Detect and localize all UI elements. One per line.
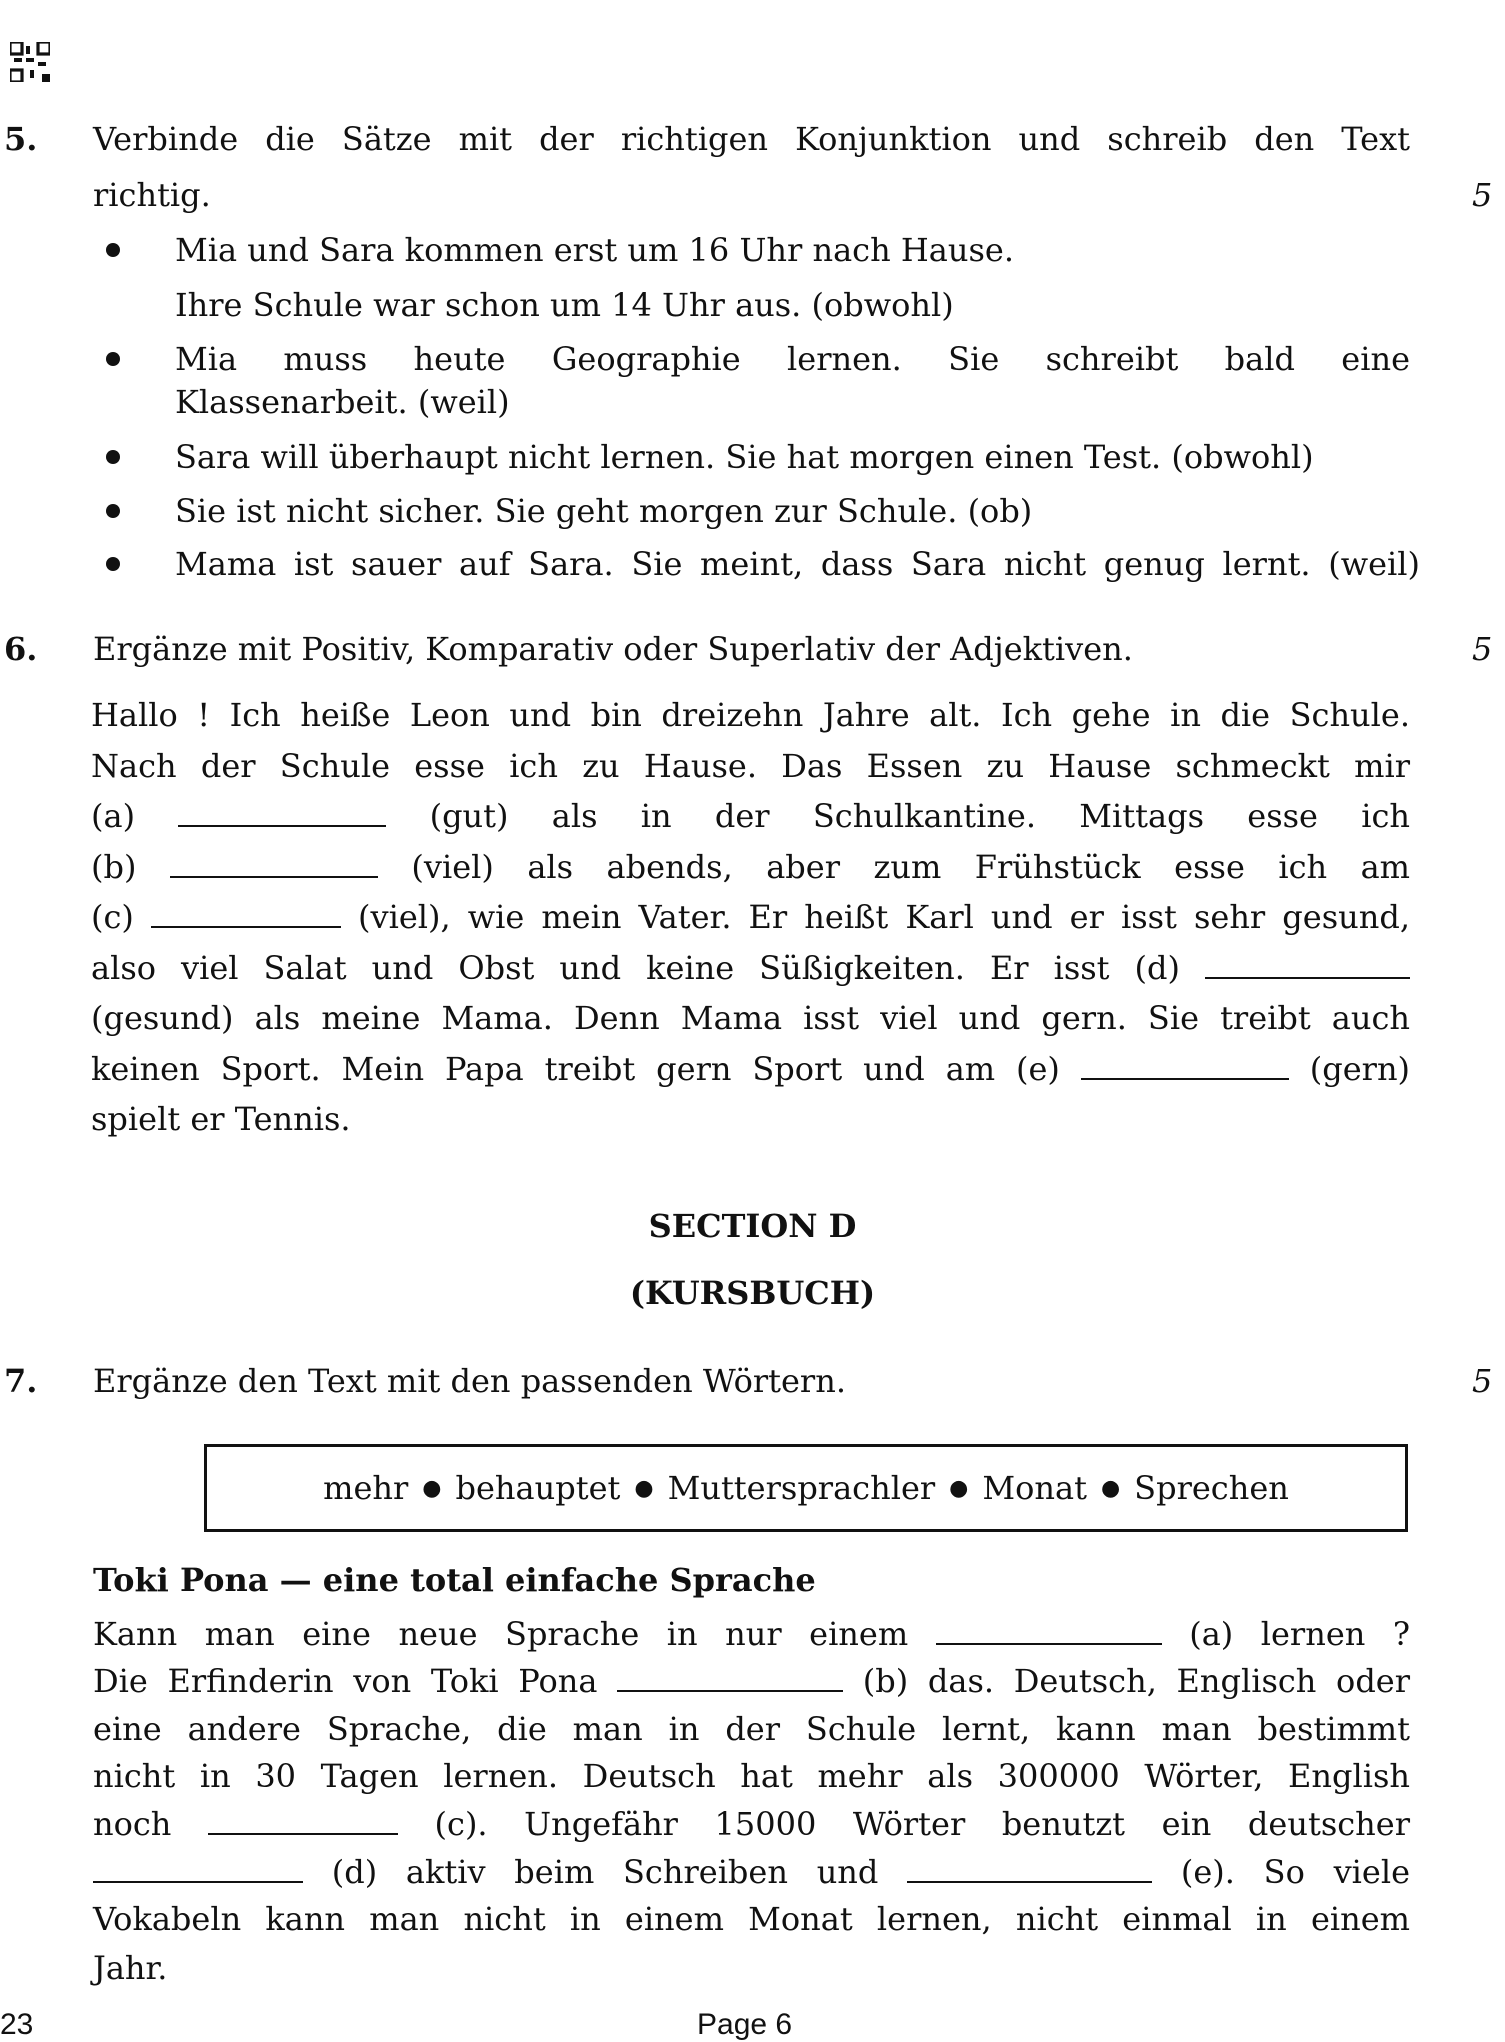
blank-c[interactable] xyxy=(208,1807,398,1835)
q6-text-line: Nach der Schule esse ich zu Hause. Das Essen zu Hause schmeckt mir xyxy=(91,747,1410,785)
q7-text-line xyxy=(93,1612,1410,1656)
text: (d) aktiv beim Schreiben und xyxy=(331,1853,879,1891)
text: (gut) als in der Schulkantine. Mittags esse ich xyxy=(429,797,1411,835)
text: keinen Sport. Mein Papa treibt gern Sport und am (e) xyxy=(91,1050,1060,1088)
bullet-icon xyxy=(106,450,120,464)
blank-e[interactable] xyxy=(907,1855,1152,1883)
q5-instruction-line1: Verbinde die Sätze mit der richtigen Konjunktion und schreib den Text xyxy=(93,120,1410,158)
q5-marks: 5 xyxy=(1472,176,1493,214)
q5-bullet-2-line2: Klassenarbeit. (weil) xyxy=(175,383,510,421)
bullet-icon: ● xyxy=(634,1475,654,1501)
question-number-7: 7. xyxy=(4,1362,38,1400)
q5-bullet-3: Sara will überhaupt nicht lernen. Sie hat morgen einen Test. (obwohl) xyxy=(175,438,1314,476)
bullet-icon xyxy=(106,352,120,366)
q6-marks: 5 xyxy=(1472,630,1493,668)
q5-instruction-line2: richtig. xyxy=(93,176,211,214)
q6-text-line xyxy=(91,845,1410,889)
bullet-icon xyxy=(106,243,120,257)
q7-text-line xyxy=(93,1802,1410,1846)
q5-bullet-1-line2: Ihre Schule war schon um 14 Uhr aus. (obwohl) xyxy=(175,286,954,324)
q6-text-line xyxy=(91,1047,1410,1091)
gap-label: (a) xyxy=(91,797,136,835)
q7-text-line: nicht in 30 Tagen lernen. Deutsch hat mehr als 300000 Wörter, English xyxy=(93,1757,1410,1795)
word: behauptet xyxy=(455,1469,621,1507)
text-title: Toki Pona — eine total einfache Sprache xyxy=(93,1561,816,1599)
word: mehr xyxy=(323,1469,409,1507)
q7-text-line: eine andere Sprache, die man in der Schule lernt, kann man bestimmt xyxy=(93,1710,1410,1748)
q6-text-line: spielt er Tennis. xyxy=(91,1100,351,1138)
text: Kann man eine neue Sprache in nur einem xyxy=(93,1615,909,1653)
text: (e). So viele xyxy=(1180,1853,1411,1891)
section-subtitle: (KURSBUCH) xyxy=(629,1274,876,1312)
q7-text-line: Jahr. xyxy=(93,1949,168,1987)
blank-a[interactable] xyxy=(178,799,386,827)
q7-text-line xyxy=(93,1659,1410,1703)
q6-instruction: Ergänze mit Positiv, Komparativ oder Superlativ der Adjektiven. xyxy=(93,630,1133,668)
footer-code: 23 xyxy=(0,2008,34,2041)
word: Monat xyxy=(982,1469,1087,1507)
blank-e[interactable] xyxy=(1081,1052,1289,1080)
bullet-icon xyxy=(106,504,120,518)
bullet-icon: ● xyxy=(949,1475,969,1501)
gap-label: (c) xyxy=(91,898,134,936)
qr-code-icon xyxy=(10,42,50,82)
q5-bullet-5: Mama ist sauer auf Sara. Sie meint, dass Sara nicht genug lernt. (weil) xyxy=(175,545,1420,583)
q7-text-line: Vokabeln kann man nicht in einem Monat lernen, nicht einmal in einem xyxy=(93,1900,1410,1938)
section-title: SECTION D xyxy=(648,1207,857,1245)
bullet-icon: ● xyxy=(1100,1475,1121,1501)
q6-text-line: (gesund) als meine Mama. Denn Mama isst viel und gern. Sie treibt auch xyxy=(91,999,1410,1037)
question-number-6: 6. xyxy=(4,630,38,668)
text: also viel Salat und Obst und keine Süßigkeiten. Er isst (d) xyxy=(91,949,1180,987)
blank-d[interactable] xyxy=(93,1855,303,1883)
blank-d[interactable] xyxy=(1205,951,1410,979)
text: noch xyxy=(93,1805,172,1843)
bullet-icon xyxy=(106,557,120,571)
text: (c). Ungefähr 15000 Wörter benutzt ein deutscher xyxy=(434,1805,1411,1843)
q5-bullet-2-line1: Mia muss heute Geographie lernen. Sie schreibt bald eine xyxy=(175,340,1410,378)
blank-a[interactable] xyxy=(936,1617,1162,1645)
q6-text-line xyxy=(91,794,1410,838)
q7-instruction: Ergänze den Text mit den passenden Wörtern. xyxy=(93,1362,846,1400)
q6-text-line xyxy=(91,895,1410,939)
word-box xyxy=(204,1444,1408,1532)
q5-bullet-4: Sie ist nicht sicher. Sie geht morgen zur Schule. (ob) xyxy=(175,492,1033,530)
text: (gern) xyxy=(1309,1050,1411,1088)
q7-marks: 5 xyxy=(1472,1362,1493,1400)
text: Die Erfinderin von Toki Pona xyxy=(93,1662,598,1700)
blank-c[interactable] xyxy=(151,900,341,928)
word: Muttersprachler xyxy=(667,1469,936,1507)
text: (viel), wie mein Vater. Er heißt Karl und er isst sehr gesund, xyxy=(358,898,1411,936)
text: (a) lernen ? xyxy=(1189,1615,1411,1653)
blank-b[interactable] xyxy=(170,850,378,878)
bullet-icon: ● xyxy=(422,1475,442,1501)
q7-text-line xyxy=(93,1850,1410,1894)
gap-label: (b) xyxy=(91,848,137,886)
q6-text-line xyxy=(91,946,1410,990)
text: (viel) als abends, aber zum Frühstück esse ich am xyxy=(411,848,1411,886)
question-number-5: 5. xyxy=(4,120,38,158)
q6-text-line: Hallo ! Ich heiße Leon und bin dreizehn Jahre alt. Ich gehe in die Schule. xyxy=(91,696,1410,734)
word: Sprechen xyxy=(1134,1469,1289,1507)
q5-bullet-1-line1: Mia und Sara kommen erst um 16 Uhr nach Hause. xyxy=(175,231,1014,269)
text: (b) das. Deutsch, Englisch oder xyxy=(862,1662,1411,1700)
blank-b[interactable] xyxy=(617,1664,843,1692)
page-number: Page 6 xyxy=(697,2008,793,2041)
